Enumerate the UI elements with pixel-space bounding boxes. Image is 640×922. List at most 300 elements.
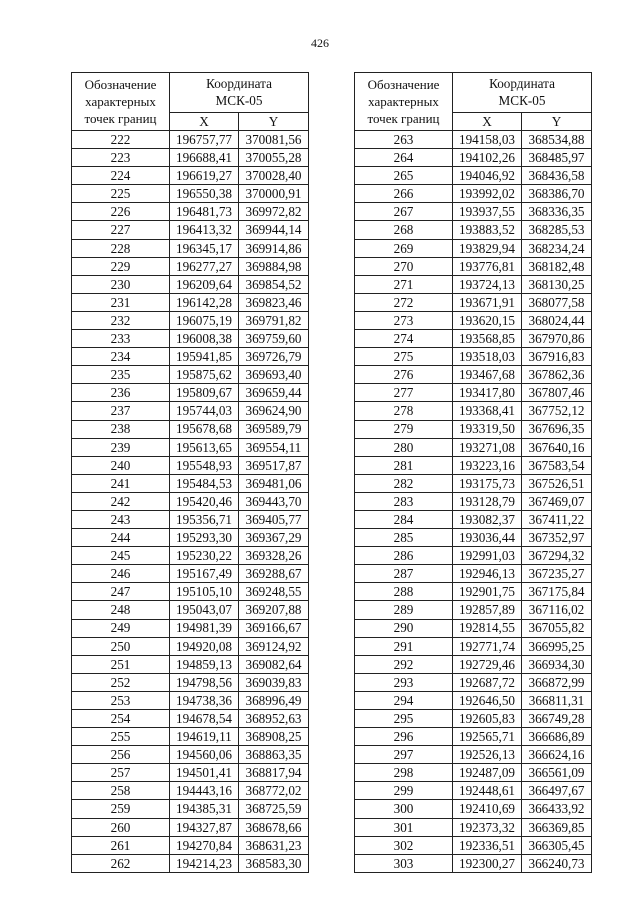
table-row [72,275,309,293]
y-coordinate-cell: 366433,92 [522,800,592,818]
y-coordinate-cell: 366872,99 [522,673,592,691]
table-row [72,348,309,366]
y-coordinate-cell: 366240,73 [522,854,592,872]
y-coordinate-cell: 366305,45 [522,836,592,854]
y-coordinate-cell: 367916,83 [522,348,592,366]
y-coordinate-cell: 367294,32 [522,547,592,565]
table-row [355,655,592,673]
point-number-cell: 255 [72,728,170,746]
x-coordinate-cell: 192687,72 [453,673,522,691]
point-number-cell: 294 [355,691,453,709]
y-coordinate-cell: 368386,70 [522,185,592,203]
point-number-cell: 299 [355,782,453,800]
x-coordinate-cell: 192901,75 [453,583,522,601]
table-row [355,293,592,311]
point-number-cell: 277 [355,384,453,402]
y-coordinate-cell: 369248,55 [239,583,309,601]
x-coordinate-cell: 194214,23 [170,854,239,872]
table-row [72,456,309,474]
y-coordinate-cell: 369367,29 [239,529,309,547]
point-number-cell: 279 [355,420,453,438]
y-coordinate-cell: 366561,09 [522,764,592,782]
point-number-cell: 278 [355,402,453,420]
table-row [72,149,309,167]
table-row [355,239,592,257]
x-coordinate-cell: 193724,13 [453,275,522,293]
x-coordinate-cell: 194798,56 [170,673,239,691]
table-row [72,655,309,673]
x-coordinate-cell: 196008,38 [170,330,239,348]
x-coordinate-cell: 194738,36 [170,691,239,709]
point-number-cell: 276 [355,366,453,384]
point-number-cell: 292 [355,655,453,673]
y-coordinate-cell: 368952,63 [239,710,309,728]
x-coordinate-cell: 193568,85 [453,330,522,348]
point-number-cell: 281 [355,456,453,474]
point-number-cell: 253 [72,691,170,709]
point-number-cell: 270 [355,257,453,275]
y-coordinate-cell: 367055,82 [522,619,592,637]
point-number-cell: 229 [72,257,170,275]
y-coordinate-cell: 367807,46 [522,384,592,402]
x-coordinate-cell: 192991,03 [453,547,522,565]
table-row [355,257,592,275]
y-coordinate-cell: 369517,87 [239,456,309,474]
y-coordinate-cell: 368077,58 [522,293,592,311]
x-coordinate-cell: 196550,38 [170,185,239,203]
y-coordinate-cell: 369288,67 [239,565,309,583]
y-coordinate-cell: 369726,79 [239,348,309,366]
y-coordinate-cell: 367352,97 [522,529,592,547]
point-number-cell: 254 [72,710,170,728]
point-number-cell: 303 [355,854,453,872]
table-row [355,330,592,348]
point-number-cell: 225 [72,185,170,203]
x-coordinate-cell: 192336,51 [453,836,522,854]
y-coordinate-cell: 367970,86 [522,330,592,348]
point-number-cell: 284 [355,510,453,528]
point-number-cell: 249 [72,619,170,637]
point-number-cell: 247 [72,583,170,601]
table-row [355,348,592,366]
table-row [355,203,592,221]
header-coordinate-system [170,73,309,113]
point-number-cell: 243 [72,510,170,528]
y-coordinate-cell: 369405,77 [239,510,309,528]
point-number-cell: 235 [72,366,170,384]
table-row [72,619,309,637]
point-number-cell: 295 [355,710,453,728]
x-coordinate-cell: 194560,06 [170,746,239,764]
point-number-cell: 228 [72,239,170,257]
x-coordinate-cell: 195678,68 [170,420,239,438]
y-coordinate-cell: 369914,86 [239,239,309,257]
table-row [72,492,309,510]
table-row [355,673,592,691]
y-coordinate-cell: 369624,90 [239,402,309,420]
y-coordinate-cell: 369972,82 [239,203,309,221]
x-coordinate-cell: 196277,27 [170,257,239,275]
table-row [355,529,592,547]
y-coordinate-cell: 367175,84 [522,583,592,601]
x-coordinate-cell: 194046,92 [453,167,522,185]
point-number-cell: 288 [355,583,453,601]
x-coordinate-cell: 195744,03 [170,402,239,420]
point-number-cell: 262 [72,854,170,872]
x-coordinate-cell: 192814,55 [453,619,522,637]
point-number-cell: 237 [72,402,170,420]
table-row [72,782,309,800]
x-coordinate-cell: 196619,27 [170,167,239,185]
table-row [355,728,592,746]
y-coordinate-cell: 369884,98 [239,257,309,275]
x-coordinate-cell: 195105,10 [170,583,239,601]
x-coordinate-cell: 194158,03 [453,131,522,149]
table-row [355,854,592,872]
point-number-cell: 261 [72,836,170,854]
point-number-cell: 282 [355,474,453,492]
point-number-cell: 280 [355,438,453,456]
point-number-cell: 283 [355,492,453,510]
x-coordinate-cell: 192565,71 [453,728,522,746]
point-number-cell: 287 [355,565,453,583]
x-coordinate-cell: 192729,46 [453,655,522,673]
table-row [355,185,592,203]
coordinates-table-right [354,72,592,873]
y-coordinate-cell: 368817,94 [239,764,309,782]
y-coordinate-cell: 369328,26 [239,547,309,565]
x-coordinate-cell: 195167,49 [170,565,239,583]
x-coordinate-cell: 193271,08 [453,438,522,456]
point-number-cell: 242 [72,492,170,510]
y-coordinate-cell: 368772,02 [239,782,309,800]
x-coordinate-cell: 195043,07 [170,601,239,619]
y-coordinate-cell: 369082,64 [239,655,309,673]
table-row [72,131,309,149]
y-coordinate-cell: 366624,16 [522,746,592,764]
table-row [72,474,309,492]
table-body-right [355,131,592,873]
y-coordinate-cell: 368182,48 [522,257,592,275]
table-row [72,529,309,547]
y-coordinate-cell: 367526,51 [522,474,592,492]
header-label-line: Координата [489,76,555,92]
y-coordinate-cell: 368863,35 [239,746,309,764]
x-coordinate-cell: 196075,19 [170,311,239,329]
point-number-cell: 256 [72,746,170,764]
header-label-line: МСК-05 [215,93,263,109]
point-number-cell: 301 [355,818,453,836]
point-number-cell: 222 [72,131,170,149]
table-row [355,710,592,728]
point-number-cell: 241 [72,474,170,492]
y-coordinate-cell: 369823,46 [239,293,309,311]
table-row [355,474,592,492]
x-coordinate-cell: 193036,44 [453,529,522,547]
table-row [72,330,309,348]
y-coordinate-cell: 366995,25 [522,637,592,655]
table-row [72,438,309,456]
x-coordinate-cell: 194678,54 [170,710,239,728]
point-number-cell: 264 [355,149,453,167]
header-label-line: точек границ [367,111,440,126]
table-row [355,800,592,818]
table-row [72,854,309,872]
header-y: Y [239,112,309,130]
table-row [355,492,592,510]
x-coordinate-cell: 196413,32 [170,221,239,239]
y-coordinate-cell: 369693,40 [239,366,309,384]
x-coordinate-cell: 192771,74 [453,637,522,655]
y-coordinate-cell: 367752,12 [522,402,592,420]
y-coordinate-cell: 368534,88 [522,131,592,149]
table-row [72,420,309,438]
y-coordinate-cell: 368336,35 [522,203,592,221]
x-coordinate-cell: 195941,85 [170,348,239,366]
point-number-cell: 272 [355,293,453,311]
x-coordinate-cell: 194443,16 [170,782,239,800]
table-row [355,565,592,583]
point-number-cell: 300 [355,800,453,818]
y-coordinate-cell: 369443,70 [239,492,309,510]
x-coordinate-cell: 193671,91 [453,293,522,311]
point-number-cell: 289 [355,601,453,619]
y-coordinate-cell: 368436,58 [522,167,592,185]
y-coordinate-cell: 370028,40 [239,167,309,185]
x-coordinate-cell: 196757,77 [170,131,239,149]
y-coordinate-cell: 368631,23 [239,836,309,854]
x-coordinate-cell: 195548,93 [170,456,239,474]
y-coordinate-cell: 369207,88 [239,601,309,619]
point-number-cell: 290 [355,619,453,637]
point-number-cell: 275 [355,348,453,366]
point-number-cell: 240 [72,456,170,474]
table-row [355,384,592,402]
y-coordinate-cell: 368234,24 [522,239,592,257]
y-coordinate-cell: 369944,14 [239,221,309,239]
y-coordinate-cell: 367235,27 [522,565,592,583]
point-number-cell: 271 [355,275,453,293]
y-coordinate-cell: 369039,83 [239,673,309,691]
x-coordinate-cell: 196142,28 [170,293,239,311]
x-coordinate-cell: 195613,65 [170,438,239,456]
point-number-cell: 236 [72,384,170,402]
table-row [72,710,309,728]
table-row [355,547,592,565]
table-row [72,673,309,691]
header-point-designation [72,73,170,131]
point-number-cell: 291 [355,637,453,655]
y-coordinate-cell: 370081,56 [239,131,309,149]
x-coordinate-cell: 194102,26 [453,149,522,167]
header-x: X [453,112,522,130]
point-number-cell: 231 [72,293,170,311]
x-coordinate-cell: 192487,09 [453,764,522,782]
x-coordinate-cell: 194619,11 [170,728,239,746]
x-coordinate-cell: 193518,03 [453,348,522,366]
point-number-cell: 246 [72,565,170,583]
y-coordinate-cell: 366934,30 [522,655,592,673]
table-row [355,637,592,655]
table-row [72,800,309,818]
table-row [355,782,592,800]
point-number-cell: 245 [72,547,170,565]
table-row [72,728,309,746]
x-coordinate-cell: 193992,02 [453,185,522,203]
y-coordinate-cell: 369589,79 [239,420,309,438]
table-row [355,221,592,239]
table-row [72,311,309,329]
x-coordinate-cell: 193883,52 [453,221,522,239]
x-coordinate-cell: 195484,53 [170,474,239,492]
table-row [72,691,309,709]
x-coordinate-cell: 194920,08 [170,637,239,655]
point-number-cell: 238 [72,420,170,438]
table-row [72,547,309,565]
x-coordinate-cell: 192646,50 [453,691,522,709]
point-number-cell: 267 [355,203,453,221]
y-coordinate-cell: 369659,44 [239,384,309,402]
x-coordinate-cell: 193776,81 [453,257,522,275]
table-row [72,764,309,782]
x-coordinate-cell: 194501,41 [170,764,239,782]
y-coordinate-cell: 368024,44 [522,311,592,329]
table-row [355,311,592,329]
table-row [355,764,592,782]
y-coordinate-cell: 369166,67 [239,619,309,637]
point-number-cell: 258 [72,782,170,800]
table-row [72,167,309,185]
table-row [72,565,309,583]
table-row [355,818,592,836]
table-row [355,167,592,185]
point-number-cell: 273 [355,311,453,329]
y-coordinate-cell: 367583,54 [522,456,592,474]
table-row [355,619,592,637]
point-number-cell: 293 [355,673,453,691]
table-row [355,402,592,420]
x-coordinate-cell: 194385,31 [170,800,239,818]
y-coordinate-cell: 367862,36 [522,366,592,384]
point-number-cell: 265 [355,167,453,185]
point-number-cell: 250 [72,637,170,655]
y-coordinate-cell: 368725,59 [239,800,309,818]
y-coordinate-cell: 366369,85 [522,818,592,836]
table-row [72,637,309,655]
header-coordinate-system [453,73,592,113]
table-row [72,384,309,402]
table-row [72,818,309,836]
table-row [72,836,309,854]
x-coordinate-cell: 193417,80 [453,384,522,402]
point-number-cell: 302 [355,836,453,854]
header-label-line: характерных [368,94,439,109]
table-row [355,420,592,438]
x-coordinate-cell: 196481,73 [170,203,239,221]
x-coordinate-cell: 193082,37 [453,510,522,528]
point-number-cell: 226 [72,203,170,221]
y-coordinate-cell: 369759,60 [239,330,309,348]
table-row [355,438,592,456]
y-coordinate-cell: 369791,82 [239,311,309,329]
point-number-cell: 296 [355,728,453,746]
point-number-cell: 269 [355,239,453,257]
point-number-cell: 232 [72,311,170,329]
x-coordinate-cell: 195420,46 [170,492,239,510]
table-row [355,456,592,474]
x-coordinate-cell: 193467,68 [453,366,522,384]
table-row [355,149,592,167]
table-row [355,366,592,384]
x-coordinate-cell: 196345,17 [170,239,239,257]
table-row [72,746,309,764]
y-coordinate-cell: 369481,06 [239,474,309,492]
x-coordinate-cell: 193319,50 [453,420,522,438]
header-label-line: Обозначение [84,77,157,92]
header-label-line: МСК-05 [498,93,546,109]
x-coordinate-cell: 196688,41 [170,149,239,167]
x-coordinate-cell: 193937,55 [453,203,522,221]
x-coordinate-cell: 192946,13 [453,565,522,583]
x-coordinate-cell: 193620,15 [453,311,522,329]
table-row [355,131,592,149]
point-number-cell: 268 [355,221,453,239]
y-coordinate-cell: 368583,30 [239,854,309,872]
header-label-line: характерных [85,94,156,109]
point-number-cell: 223 [72,149,170,167]
y-coordinate-cell: 366497,67 [522,782,592,800]
point-number-cell: 297 [355,746,453,764]
point-number-cell: 263 [355,131,453,149]
point-number-cell: 260 [72,818,170,836]
table-row [72,293,309,311]
point-number-cell: 239 [72,438,170,456]
table-row [72,583,309,601]
point-number-cell: 285 [355,529,453,547]
x-coordinate-cell: 192526,13 [453,746,522,764]
y-coordinate-cell: 366811,31 [522,691,592,709]
point-number-cell: 259 [72,800,170,818]
x-coordinate-cell: 192373,32 [453,818,522,836]
y-coordinate-cell: 370055,28 [239,149,309,167]
x-coordinate-cell: 194981,39 [170,619,239,637]
point-number-cell: 251 [72,655,170,673]
x-coordinate-cell: 195293,30 [170,529,239,547]
y-coordinate-cell: 368996,49 [239,691,309,709]
point-number-cell: 248 [72,601,170,619]
y-coordinate-cell: 367411,22 [522,510,592,528]
point-number-cell: 286 [355,547,453,565]
y-coordinate-cell: 368678,66 [239,818,309,836]
table-row [72,366,309,384]
x-coordinate-cell: 193223,16 [453,456,522,474]
table-row [72,510,309,528]
y-coordinate-cell: 368285,53 [522,221,592,239]
table-row [72,221,309,239]
point-number-cell: 266 [355,185,453,203]
table-row [72,402,309,420]
y-coordinate-cell: 370000,91 [239,185,309,203]
point-number-cell: 274 [355,330,453,348]
x-coordinate-cell: 192300,27 [453,854,522,872]
table-row [355,691,592,709]
header-label-line: Обозначение [367,77,440,92]
x-coordinate-cell: 192605,83 [453,710,522,728]
x-coordinate-cell: 194270,84 [170,836,239,854]
table-row [355,583,592,601]
coordinates-table-left [71,72,309,873]
y-coordinate-cell: 368908,25 [239,728,309,746]
